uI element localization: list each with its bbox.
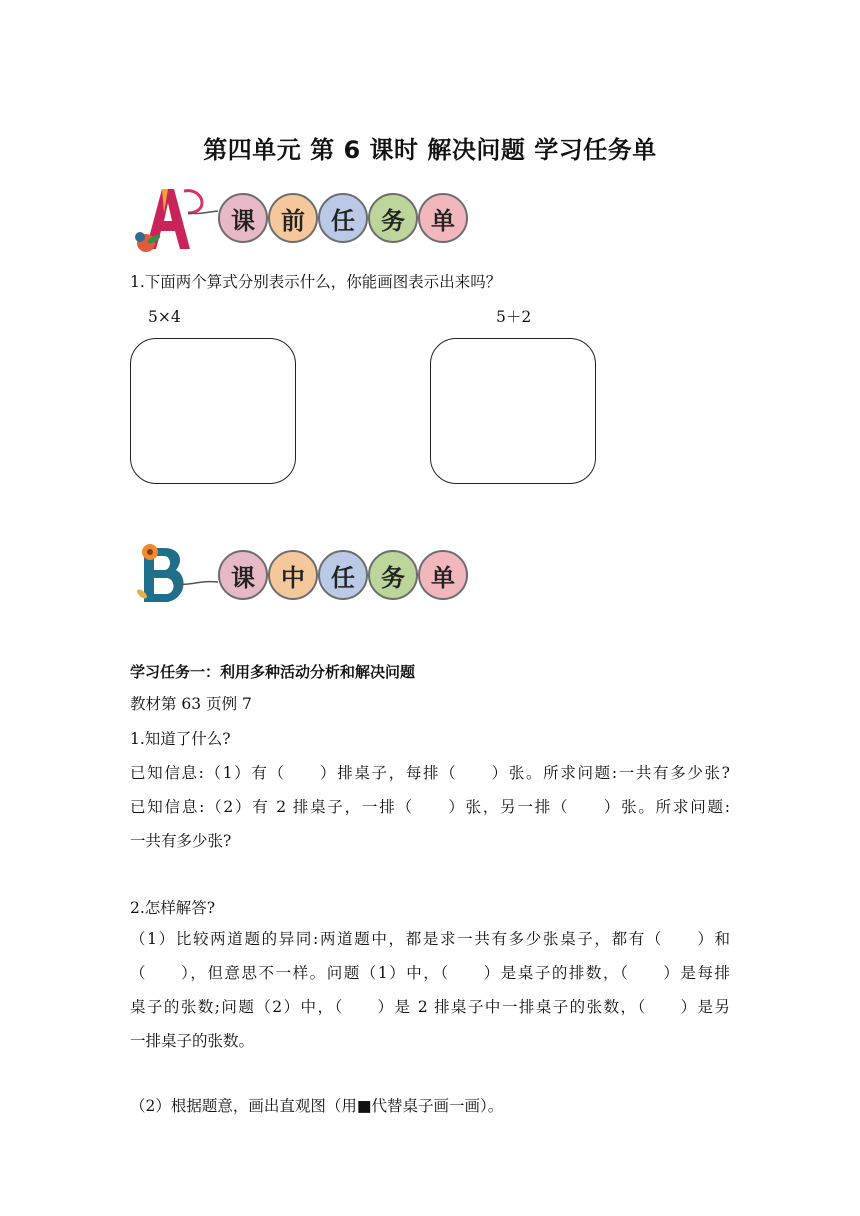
banner-b-char-5: 单	[418, 550, 468, 600]
pre-question-1: 1.下面两个算式分别表示什么，你能画图表示出来吗？	[130, 273, 502, 291]
page-title: 第四单元 第 6 课时 解决问题 学习任务单	[203, 136, 657, 164]
question-know: 1.知道了什么?	[130, 730, 231, 748]
compare-line-3: 桌子的张数;问题（2）中，（ ）是 2 排桌子中一排桌子的张数，（ ）是另	[130, 998, 730, 1016]
banner-pre-class-task	[128, 183, 488, 261]
banner-b-char-2: 中	[268, 550, 318, 600]
banner-a-char-5: 单	[418, 193, 468, 243]
expression-1: 5×4	[148, 308, 181, 326]
known-info-2-cont: 一共有多少张?	[130, 832, 232, 850]
known-info-1: 已知信息:（1）有（ ）排桌子，每排（ ）张。所求问题:一共有多少张?	[130, 764, 730, 782]
known-info-2: 已知信息:（2）有 2 排桌子，一排（ ）张，另一排（ ）张。所求问题:	[130, 798, 730, 816]
banner-b-char-1: 课	[218, 550, 268, 600]
draw-instruction: （2）根据题意，画出直观图（用■代替桌子画一画）。	[130, 1097, 504, 1115]
letter-b-flower-icon	[128, 540, 218, 618]
banner-b-char-4: 务	[368, 550, 418, 600]
textbook-reference: 教材第 63 页例 7	[130, 695, 252, 713]
compare-line-2: （ ），但意思不一样。问题（1）中，（ ）是桌子的排数，（ ）是每排	[130, 964, 730, 982]
drawing-box-1[interactable]	[130, 338, 296, 484]
banner-a-char-1: 课	[218, 193, 268, 243]
compare-line-4: 一排桌子的张数。	[130, 1032, 255, 1050]
expression-2: 5＋2	[496, 308, 532, 326]
banner-a-char-4: 务	[368, 193, 418, 243]
banner-in-class-task	[128, 540, 488, 618]
letter-a-flower-icon	[128, 183, 218, 261]
compare-line-1: （1）比较两道题的异同:两道题中，都是求一共有多少张桌子，都有（ ）和	[130, 930, 730, 948]
banner-a-char-2: 前	[268, 193, 318, 243]
banner-a-char-3: 任	[318, 193, 368, 243]
question-how: 2.怎样解答?	[130, 899, 216, 917]
drawing-box-2[interactable]	[430, 338, 596, 484]
task-heading: 学习任务一：利用多种活动分析和解决问题	[130, 663, 416, 681]
banner-b-char-3: 任	[318, 550, 368, 600]
